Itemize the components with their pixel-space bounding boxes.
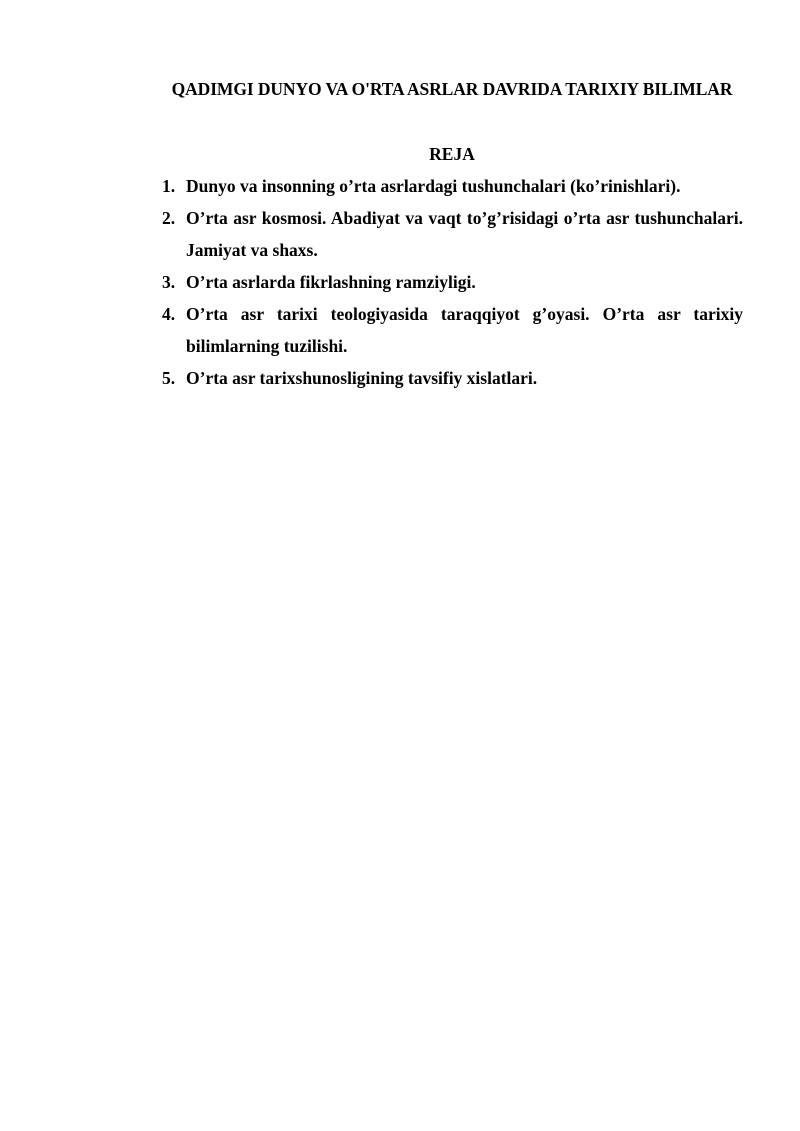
reja-list xyxy=(160,170,743,394)
document-title: QADIMGI DUNYO VA O'RTA ASRLAR DAVRIDA TARIXIY BILIMLAR xyxy=(171,79,733,99)
reja-item-number: 5. xyxy=(162,368,176,388)
reja-item-text: O’rta asr tarixi teologiyasida taraqqiyot g’oyasi. O’rta asr tarixiy bilimlarning tuzilishi. xyxy=(186,304,743,356)
reja-item-number: 1. xyxy=(162,176,176,196)
reja-item-5 xyxy=(160,362,743,394)
reja-item-text: Dunyo va insonning o’rta asrlardagi tushunchalari (ko’rinishlari). xyxy=(186,176,681,196)
reja-item-number: 4. xyxy=(162,304,176,324)
reja-item-text: O’rta asrlarda fikrlashning ramziyligi. xyxy=(186,272,476,292)
reja-item-3 xyxy=(160,266,743,298)
reja-item-text: O’rta asr tarixshunosligining tavsifiy xislatlari. xyxy=(186,368,538,388)
reja-item-2 xyxy=(160,202,743,266)
reja-item-text: O’rta asr kosmosi. Abadiyat va vaqt to’g’risidagi o’rta asr tushunchalari. Jamiyat va shaxs. xyxy=(186,208,743,260)
reja-item-number: 2. xyxy=(162,208,176,228)
reja-heading: REJA xyxy=(429,144,475,164)
reja-item-1 xyxy=(160,170,743,202)
reja-item-4 xyxy=(160,298,743,362)
reja-item-number: 3. xyxy=(162,272,176,292)
